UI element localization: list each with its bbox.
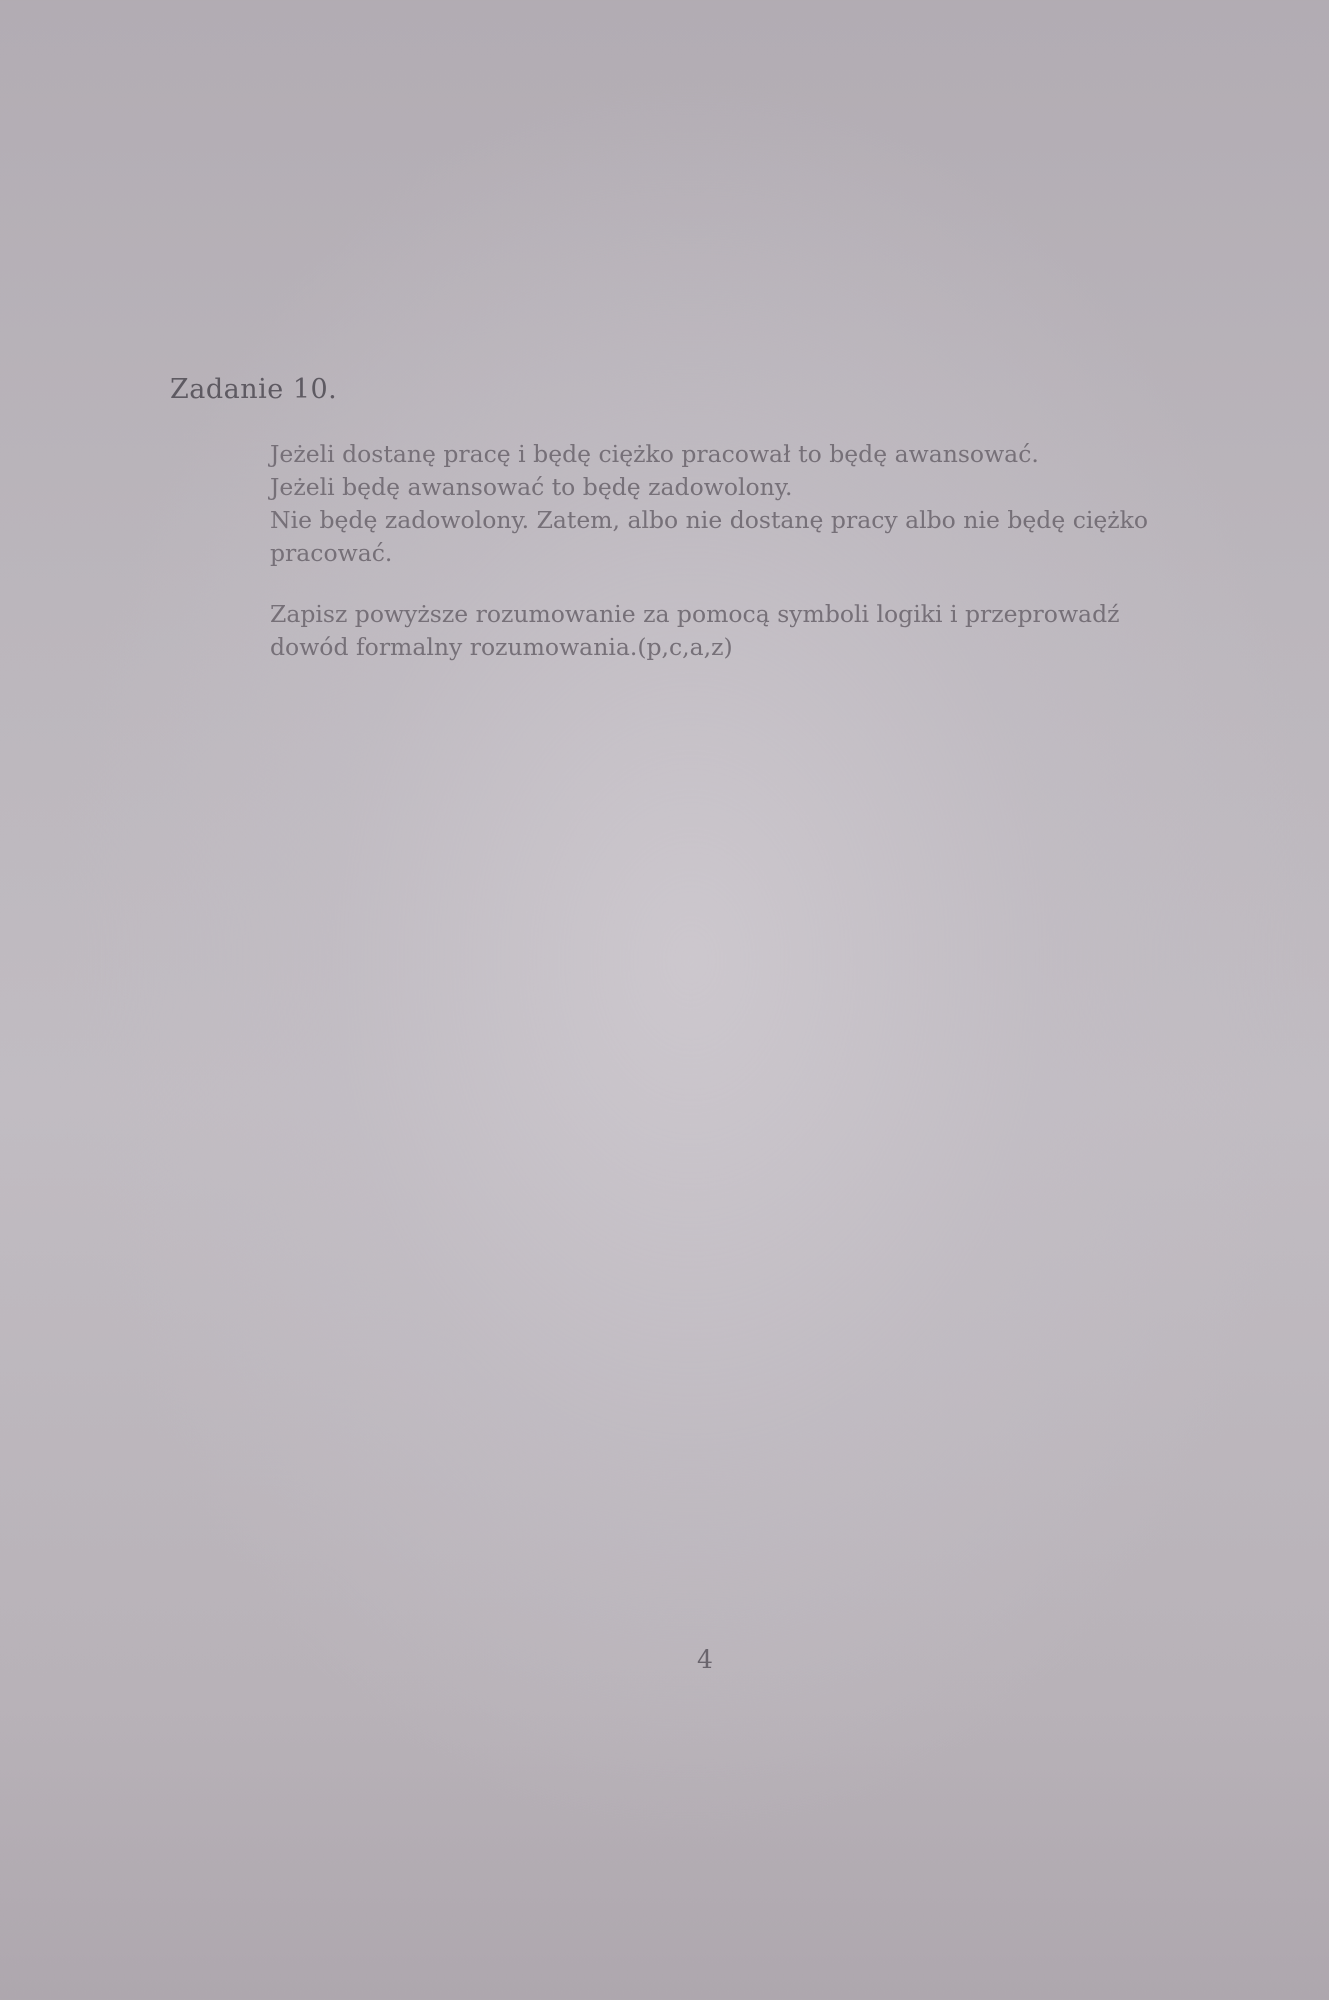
task-instruction-block <box>270 598 1170 664</box>
premise-line-2: Jeżeli będę awansować to będę zadowolony. <box>270 473 793 501</box>
page-number: 4 <box>697 1645 713 1674</box>
premise-line-1: Jeżeli dostanę pracę i będę ciężko pracował to będę awansować. <box>270 440 1039 468</box>
premise-line-3: Nie będę zadowolony. Zatem, albo nie dostanę pracy albo nie będę ciężko pracować. <box>270 506 1149 567</box>
task-instruction: Zapisz powyższe rozumowanie za pomocą symboli logiki i przeprowadź dowód formalny rozumowania.(p,c,a,z) <box>270 600 1120 661</box>
task-premises <box>270 438 1170 570</box>
task-heading: Zadanie 10. <box>170 374 338 405</box>
